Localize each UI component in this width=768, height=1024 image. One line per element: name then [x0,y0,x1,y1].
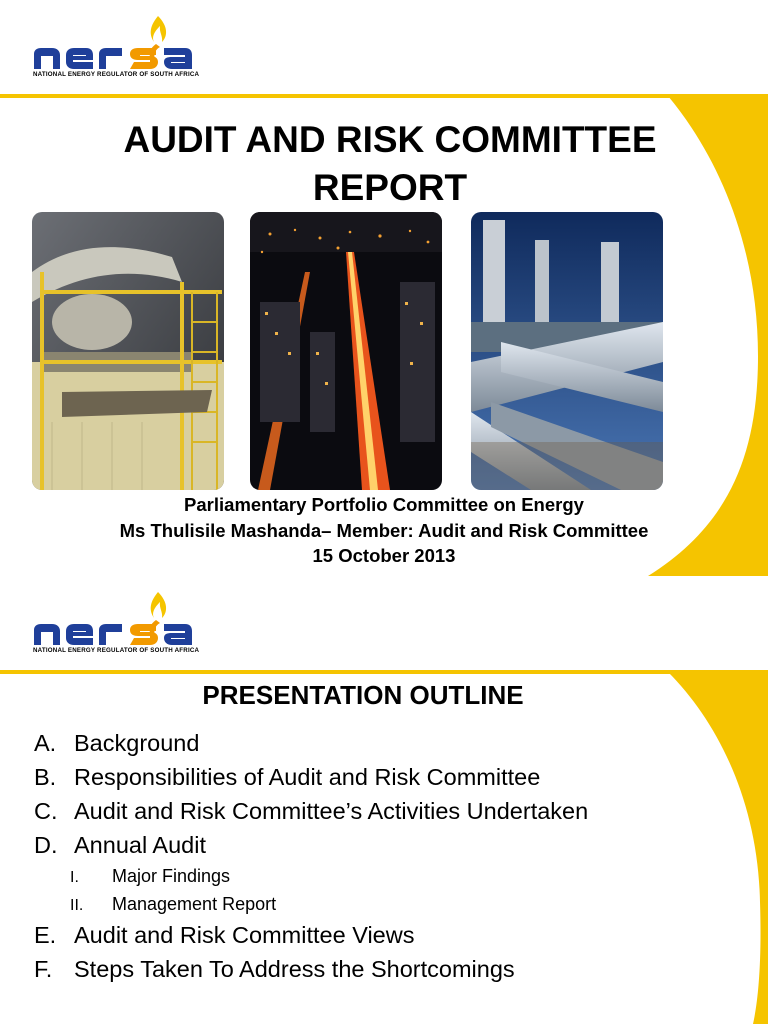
outline-item-text: Responsibilities of Audit and Risk Committee [74,764,541,790]
outline-slide [0,576,768,1024]
logo-tagline: NATIONAL ENERGY REGULATOR OF SOUTH AFRICA [33,71,200,78]
outline-item-text: Audit and Risk Committee Views [74,922,415,948]
outline-item-text: Audit and Risk Committee’s Activities Undertaken [74,798,589,824]
outline-item-marker: D. [34,832,58,858]
outline-title: PRESENTATION OUTLINE [202,680,524,710]
industrial-plant-photo [32,212,224,490]
outline-item [34,918,674,952]
slide-title [0,116,768,212]
slide-title-line2: REPORT [312,167,468,208]
outline-item-text: Background [74,730,200,756]
gas-pipeline-photo [471,212,663,490]
outline-item-text: Management Report [112,894,277,914]
outline-item [34,828,674,862]
outline-item-marker: B. [34,764,57,790]
outline-subitem [34,862,674,890]
outline-item-marker: F. [34,956,53,982]
city-night-photo [250,212,442,490]
outline-item-marker: C. [34,798,58,824]
outline-item-marker: I. [70,869,79,886]
outline-item-text: Steps Taken To Address the Shortcomings [74,956,515,982]
outline-item [34,760,674,794]
outline-item-marker: E. [34,922,57,948]
outline-list [34,726,674,986]
slide-title-line1: AUDIT AND RISK COMMITTEE [123,119,657,160]
subtitle-committee: Parliamentary Portfolio Committee on Energy [184,494,584,515]
outline-item [34,726,674,760]
subtitle-presenter: Ms Thulisile Mashanda– Member: Audit and Risk Committee [119,520,649,541]
outline-item-marker: II. [70,897,84,914]
outline-item-text: Annual Audit [74,832,206,858]
logo-tagline: NATIONAL ENERGY REGULATOR OF SOUTH AFRICA [33,647,200,654]
subtitle-date: 15 October 2013 [312,545,456,566]
outline-item-marker: A. [34,730,57,756]
outline-subitem [34,890,674,918]
outline-item [34,794,674,828]
outline-item [34,952,674,986]
outline-item-text: Major Findings [112,866,231,886]
